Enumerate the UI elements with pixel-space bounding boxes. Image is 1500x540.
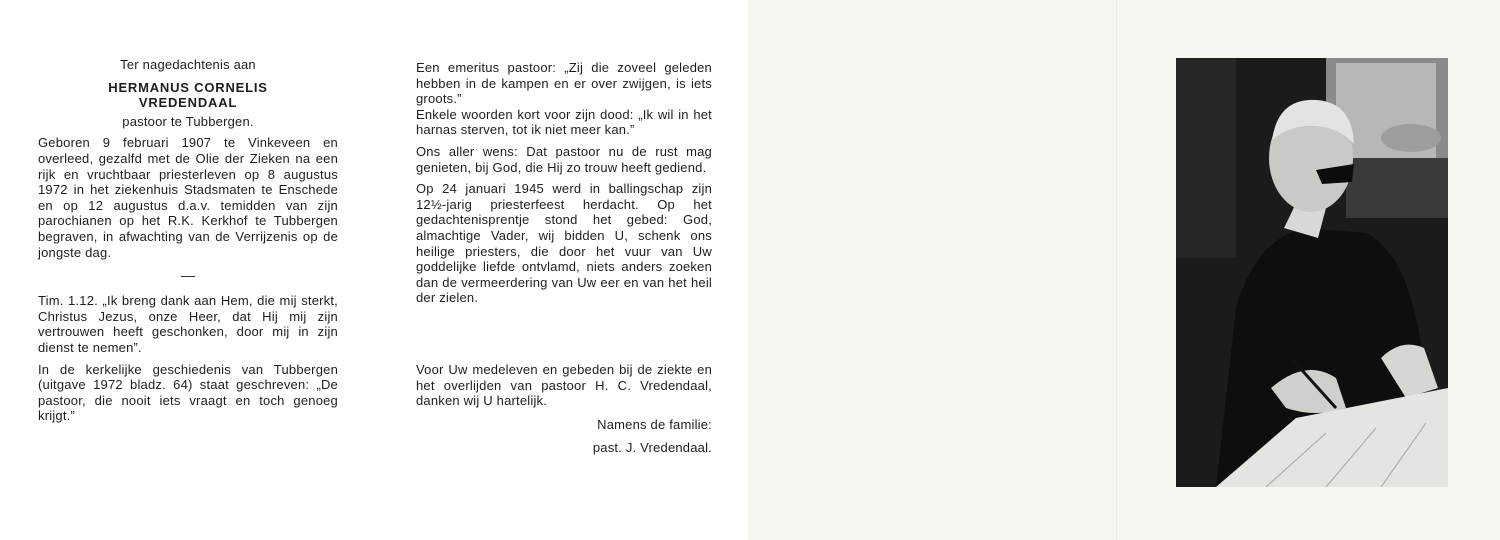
deceased-name-line2: VREDENDAAL [138, 95, 238, 111]
portrait-photo [1176, 58, 1448, 487]
left-column [38, 57, 338, 424]
deceased-role: pastoor te Tubbergen. [122, 113, 254, 129]
thanks-paragraph: Voor Uw medeleven en gebeden bij de ziekte en het overlijden van pastoor H. C. Vredendaal, danken wij U hartelijk. [416, 361, 712, 409]
middle-column [416, 60, 712, 456]
scripture-quote: Tim. 1.12. „Ik breng dank aan Hem, die mij sterkt, Christus Jezus, onze Heer, dat Hij mij zijn vertrouwen heeft geschonken, door mij in zijn dienst te nemen”. [38, 293, 338, 355]
family-line: Namens de familie: [597, 416, 712, 432]
signature: past. J. Vredendaal. [592, 440, 712, 456]
biography: Geboren 9 februari 1907 te Vinkeveen en overleed, gezalfd met de Olie der Zieken na een rijk en vruchtbaar priesterleven op 8 augustus 1972 in het ziekenhuis Stadsmaten te Enschede en op 12 augustus d.a.v. temidden van zijn parochianen op het R.K. Kerkhof te Tubbergen begraven, in afwachting van de Verrijzenis op de jongste dag. [38, 135, 338, 260]
emeritus-quote: Een emeritus pastoor: „Zij die zoveel geleden hebben in de kampen en er over zwijgen, is iets groots.” [416, 60, 712, 107]
fold-line [1116, 0, 1117, 540]
wish-paragraph: Ons aller wens: Dat pastoor nu de rust mag genieten, bij God, die Hij zo trouw heeft gediend. [416, 143, 712, 175]
deceased-name-line1: HERMANUS CORNELIS [108, 79, 268, 95]
memorial-heading: Ter nagedachtenis aan [120, 57, 256, 72]
parish-history: In de kerkelijke geschiedenis van Tubbergen (uitgave 1972 bladz. 64) staat geschreven: „De pastoor, die nooit iets vraagt en toch genoeg krijgt.” [38, 361, 338, 424]
prayer-paragraph: Op 24 januari 1945 werd in ballingschap zijn 12½-jarig priesterfeest herdacht. Op het gedachtenisprentje stond het gebed: God, almachtige Vader, wij bidden U, schenk ons heilige priesters, die door het vuur van Uw goddelijke liefde ontvlamd, niets anders zoeken dan de vermeerdering van Uw eer en van het heil der zielen. [416, 181, 712, 306]
section-divider [181, 276, 195, 277]
last-words: Enkele woorden kort voor zijn dood: „Ik wil in het harnas sterven, tot ik niet meer kan.” [416, 106, 712, 138]
